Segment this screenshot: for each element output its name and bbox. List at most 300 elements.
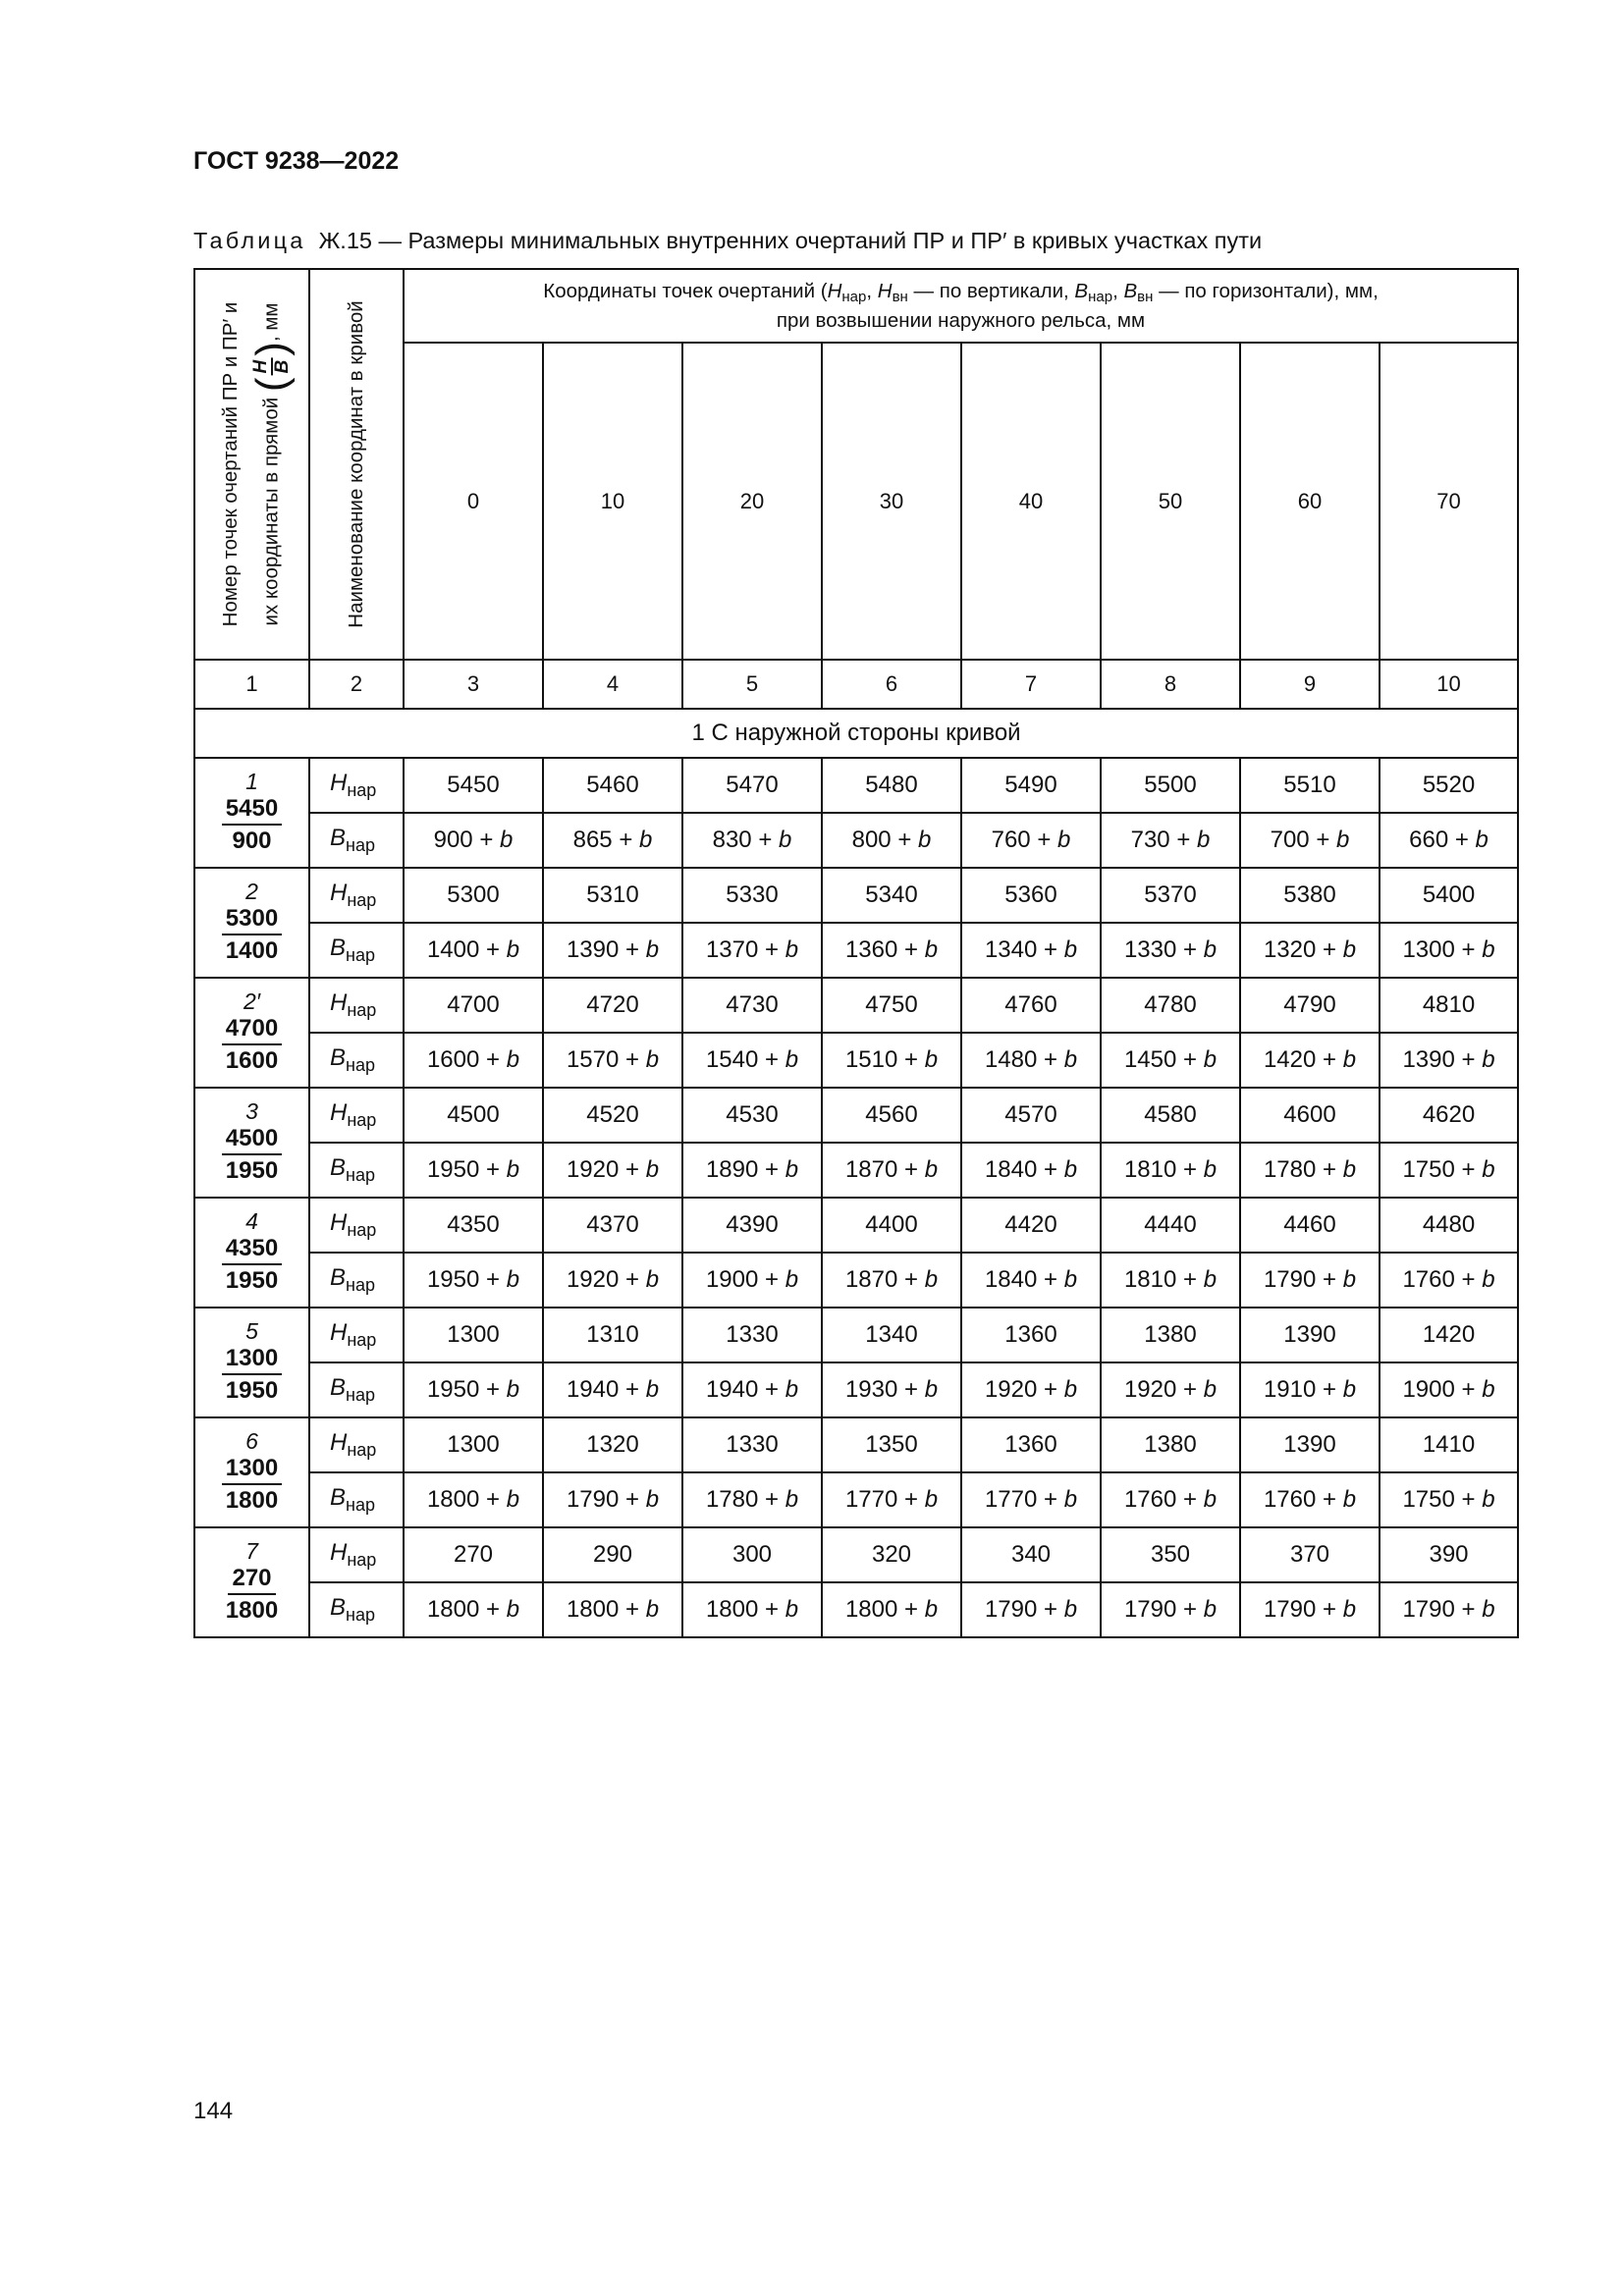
b-value: 1790 + b — [543, 1472, 682, 1527]
point-cell — [194, 1527, 309, 1637]
b-number: 1330 — [1123, 936, 1177, 963]
h-value: 1300 — [404, 1417, 543, 1472]
b-value: 1400 + b — [404, 923, 543, 978]
b-number: 1940 — [566, 1376, 620, 1403]
column-number: 8 — [1101, 660, 1240, 709]
h-value: 5480 — [822, 758, 961, 813]
h-value: 390 — [1380, 1527, 1518, 1582]
b-number: 1800 — [705, 1596, 759, 1623]
h-value: 270 — [404, 1527, 543, 1582]
table-row — [194, 868, 1518, 923]
b-symbol: b — [645, 1266, 660, 1293]
b-value: 1800 + b — [822, 1582, 961, 1637]
coordinate-symbol: H — [330, 1319, 348, 1346]
header-point-line2 — [246, 302, 296, 627]
coordinate-symbol: B — [330, 1594, 347, 1621]
b-value: 1910 + b — [1240, 1362, 1380, 1417]
document-id: ГОСТ 9238—2022 — [193, 147, 400, 175]
b-symbol: b — [1342, 1046, 1357, 1073]
h-value: 4600 — [1240, 1088, 1380, 1143]
b-symbol: b — [1203, 936, 1218, 963]
b-number: 1760 — [1402, 1266, 1455, 1293]
table-row — [194, 1143, 1518, 1198]
caption-text: Ж.15 — Размеры минимальных внутренних очертаний ПР и ПР′ в кривых участках пути — [318, 228, 1263, 253]
b-value: 1900 + b — [682, 1253, 822, 1308]
coordinate-symbol: B — [330, 1264, 347, 1291]
point-name: 7 — [245, 1538, 258, 1564]
b-number: 1340 — [984, 936, 1038, 963]
elevation-header: 70 — [1380, 343, 1518, 660]
coordinate-label — [309, 1417, 404, 1472]
column-number: 3 — [404, 660, 543, 709]
header-point-line1: Номер точек очертаний ПР и ПР′ и — [218, 301, 242, 627]
b-symbol: b — [924, 1266, 939, 1293]
h-value: 300 — [682, 1527, 822, 1582]
b-symbol: b — [645, 936, 660, 963]
column-number: 1 — [194, 660, 309, 709]
b-symbol: b — [1342, 936, 1357, 963]
b-number: 1840 — [984, 1266, 1038, 1293]
column-number: 6 — [822, 660, 961, 709]
column-number: 10 — [1380, 660, 1518, 709]
column-number: 7 — [961, 660, 1101, 709]
b-number: 1870 — [844, 1266, 898, 1293]
coordinate-symbol: B — [330, 934, 347, 961]
b-value: 1900 + b — [1380, 1362, 1518, 1417]
b-number: 1900 — [1402, 1376, 1455, 1403]
b-number: 1790 — [1263, 1596, 1317, 1623]
b-symbol: b — [1063, 1376, 1078, 1403]
point-b: 900 — [232, 828, 272, 854]
point-cell — [194, 1198, 309, 1308]
coordinate-subscript: нар — [347, 1220, 377, 1240]
b-number: 1390 — [1402, 1046, 1455, 1073]
b-symbol: b — [1203, 1596, 1218, 1623]
h-value: 350 — [1101, 1527, 1240, 1582]
b-symbol: b — [1063, 1596, 1078, 1623]
elevation-header: 60 — [1240, 343, 1380, 660]
elevation-header: 50 — [1101, 343, 1240, 660]
b-number: 1750 — [1402, 1486, 1455, 1513]
h-value: 4500 — [404, 1088, 543, 1143]
header-frac-den: B — [271, 359, 293, 374]
point-cell — [194, 868, 309, 978]
coordinate-symbol: H — [330, 989, 348, 1016]
b-number: 1950 — [426, 1376, 480, 1403]
b-value: 1300 + b — [1380, 923, 1518, 978]
b-symbol: b — [1482, 1486, 1495, 1513]
b-symbol: b — [1203, 1046, 1218, 1073]
b-symbol: b — [924, 1046, 939, 1073]
column-number: 2 — [309, 660, 404, 709]
b-symbol: b — [924, 936, 939, 963]
coordinate-subscript: нар — [347, 1000, 377, 1020]
coordinate-subscript: нар — [347, 1550, 377, 1570]
b-symbol: b — [645, 1046, 660, 1073]
table-row — [194, 1582, 1518, 1637]
h-value: 4480 — [1380, 1198, 1518, 1253]
h-value: 1410 — [1380, 1417, 1518, 1472]
b-value: 1790 + b — [1240, 1582, 1380, 1637]
h-value: 340 — [961, 1527, 1101, 1582]
b-number: 1810 — [1123, 1266, 1177, 1293]
b-value: 1870 + b — [822, 1143, 961, 1198]
b-number: 1510 — [844, 1046, 898, 1073]
header-coordinate-name-text: Наименование координат в кривой — [345, 300, 367, 628]
b-number: 900 — [433, 827, 473, 853]
b-value: 1920 + b — [543, 1143, 682, 1198]
h-value: 5500 — [1101, 758, 1240, 813]
b-number: 1480 — [984, 1046, 1038, 1073]
b-number: 1910 — [1263, 1376, 1317, 1403]
coordinate-symbol: B — [330, 1154, 347, 1181]
table-row — [194, 1033, 1518, 1088]
h-value: 5370 — [1101, 868, 1240, 923]
point-cell — [194, 1088, 309, 1198]
h-value: 5330 — [682, 868, 822, 923]
table-caption — [193, 228, 1262, 254]
b-value: 1750 + b — [1380, 1143, 1518, 1198]
point-name: 2 — [245, 879, 258, 904]
h-value: 4580 — [1101, 1088, 1240, 1143]
b-symbol: b — [924, 1376, 939, 1403]
b-symbol: b — [1482, 1596, 1495, 1623]
h-value: 5490 — [961, 758, 1101, 813]
coordinate-label — [309, 813, 404, 868]
b-symbol: b — [1203, 1266, 1218, 1293]
b-value: 1750 + b — [1380, 1472, 1518, 1527]
b-value: 900 + b — [404, 813, 543, 868]
b-value: 1370 + b — [682, 923, 822, 978]
table-row — [194, 923, 1518, 978]
elevation-header: 30 — [822, 343, 961, 660]
coordinate-symbol: H — [330, 1539, 348, 1566]
b-value: 1840 + b — [961, 1143, 1101, 1198]
b-value: 800 + b — [822, 813, 961, 868]
column-number: 5 — [682, 660, 822, 709]
coordinate-label — [309, 1472, 404, 1527]
b-number: 865 — [572, 827, 613, 853]
point-name: 3 — [245, 1098, 258, 1124]
point-h: 4350 — [222, 1234, 282, 1265]
coordinate-subscript: нар — [347, 1440, 377, 1460]
b-number: 1790 — [1123, 1596, 1177, 1623]
b-symbol: b — [506, 1376, 520, 1403]
h-value: 5520 — [1380, 758, 1518, 813]
b-symbol: b — [785, 1596, 799, 1623]
coordinate-subscript: нар — [347, 1330, 377, 1350]
b-symbol: b — [785, 1266, 799, 1293]
h-value: 5510 — [1240, 758, 1380, 813]
h-value: 4780 — [1101, 978, 1240, 1033]
h-value: 4750 — [822, 978, 961, 1033]
h-value: 5460 — [543, 758, 682, 813]
point-cell — [194, 758, 309, 868]
b-value: 1770 + b — [822, 1472, 961, 1527]
point-coords-fraction — [222, 1454, 282, 1517]
h-value: 5300 — [404, 868, 543, 923]
b-value: 1330 + b — [1101, 923, 1240, 978]
column-number: 4 — [543, 660, 682, 709]
b-value: 1420 + b — [1240, 1033, 1380, 1088]
b-value: 1810 + b — [1101, 1143, 1240, 1198]
b-symbol: b — [506, 1046, 520, 1073]
h-value: 4400 — [822, 1198, 961, 1253]
b-number: 1790 — [984, 1596, 1038, 1623]
b-number: 830 — [712, 827, 752, 853]
b-number: 1920 — [566, 1156, 620, 1183]
coordinate-symbol: B — [330, 1374, 347, 1401]
point-coords-fraction — [226, 1564, 278, 1627]
b-symbol: b — [924, 1596, 939, 1623]
table-row — [194, 1088, 1518, 1143]
b-number: 700 — [1270, 827, 1310, 853]
b-value: 1540 + b — [682, 1033, 822, 1088]
b-symbol: b — [785, 1376, 799, 1403]
h-value: 1380 — [1101, 1417, 1240, 1472]
b-value: 1950 + b — [404, 1362, 543, 1417]
b-number: 1870 — [844, 1156, 898, 1183]
header-group-line2: при возвышении наружного рельса, мм — [776, 308, 1146, 332]
coordinate-subscript: нар — [347, 780, 377, 800]
b-number: 1800 — [566, 1596, 620, 1623]
b-number: 1920 — [1123, 1376, 1177, 1403]
h-value: 4570 — [961, 1088, 1101, 1143]
b-symbol: b — [1063, 1046, 1078, 1073]
point-b: 1800 — [225, 1487, 279, 1514]
header-frac-num: H — [249, 359, 271, 374]
b-symbol: b — [506, 1156, 520, 1183]
b-value: 1570 + b — [543, 1033, 682, 1088]
b-number: 1950 — [426, 1156, 480, 1183]
coordinate-label — [309, 1143, 404, 1198]
coordinate-label — [309, 868, 404, 923]
h-value: 4520 — [543, 1088, 682, 1143]
h-value: 4420 — [961, 1198, 1101, 1253]
coordinate-label — [309, 978, 404, 1033]
b-value: 1390 + b — [1380, 1033, 1518, 1088]
point-name: 2′ — [243, 988, 261, 1014]
h-value: 4560 — [822, 1088, 961, 1143]
b-number: 1920 — [984, 1376, 1038, 1403]
table-row — [194, 1417, 1518, 1472]
b-number: 1800 — [426, 1486, 480, 1513]
header-point-line2-text: их координаты в прямой — [258, 397, 282, 626]
coordinate-subscript: нар — [347, 890, 377, 910]
coordinate-label — [309, 1198, 404, 1253]
b-number: 1400 — [426, 936, 480, 963]
b-symbol: b — [1475, 827, 1489, 853]
coordinate-label — [309, 1582, 404, 1637]
b-symbol: b — [1342, 1486, 1357, 1513]
b-value: 1950 + b — [404, 1253, 543, 1308]
b-value: 865 + b — [543, 813, 682, 868]
header-coordinate-name — [309, 269, 404, 660]
b-value: 1790 + b — [1240, 1253, 1380, 1308]
b-value: 760 + b — [961, 813, 1101, 868]
b-number: 1420 — [1263, 1046, 1317, 1073]
b-symbol: b — [639, 827, 653, 853]
b-symbol: b — [1342, 1156, 1357, 1183]
b-value: 660 + b — [1380, 813, 1518, 868]
b-number: 1790 — [566, 1486, 620, 1513]
dimensions-table — [193, 268, 1519, 1638]
b-number: 1390 — [566, 936, 620, 963]
h-value: 4700 — [404, 978, 543, 1033]
coordinate-subscript: нар — [346, 1275, 375, 1295]
b-value: 1950 + b — [404, 1143, 543, 1198]
h-value: 4460 — [1240, 1198, 1380, 1253]
b-number: 800 — [851, 827, 892, 853]
coordinate-label — [309, 1308, 404, 1362]
b-value: 1870 + b — [822, 1253, 961, 1308]
coordinate-symbol: H — [330, 1429, 348, 1456]
b-value: 1810 + b — [1101, 1253, 1240, 1308]
b-value: 1480 + b — [961, 1033, 1101, 1088]
b-number: 1760 — [1123, 1486, 1177, 1513]
point-h: 5450 — [222, 794, 282, 826]
point-b: 1950 — [225, 1267, 279, 1294]
b-symbol: b — [785, 936, 799, 963]
coordinate-label — [309, 1088, 404, 1143]
b-symbol: b — [918, 827, 932, 853]
point-h: 1300 — [222, 1454, 282, 1485]
b-value: 730 + b — [1101, 813, 1240, 868]
coordinate-subscript: нар — [347, 1110, 377, 1130]
table-row — [194, 978, 1518, 1033]
h-value: 5360 — [961, 868, 1101, 923]
b-symbol: b — [645, 1156, 660, 1183]
caption-word: Таблица — [193, 228, 306, 253]
b-symbol: b — [1482, 1046, 1495, 1073]
b-value: 1780 + b — [682, 1472, 822, 1527]
coordinate-symbol: H — [330, 770, 348, 796]
b-symbol: b — [1482, 1156, 1495, 1183]
coordinate-subscript: нар — [346, 1055, 375, 1075]
b-number: 1800 — [844, 1596, 898, 1623]
b-number: 1950 — [426, 1266, 480, 1293]
h-value: 1390 — [1240, 1308, 1380, 1362]
b-number: 1840 — [984, 1156, 1038, 1183]
b-number: 660 — [1409, 827, 1449, 853]
coordinate-label — [309, 1527, 404, 1582]
coordinate-subscript: нар — [346, 945, 375, 965]
coordinate-symbol: B — [330, 1044, 347, 1071]
coordinate-subscript: нар — [346, 1385, 375, 1405]
b-symbol: b — [924, 1156, 939, 1183]
b-value: 1770 + b — [961, 1472, 1101, 1527]
b-symbol: b — [1063, 936, 1078, 963]
coordinate-symbol: H — [330, 1099, 348, 1126]
header-point-unit: , мм — [258, 302, 282, 343]
b-value: 1890 + b — [682, 1143, 822, 1198]
h-value: 1330 — [682, 1417, 822, 1472]
h-value: 4440 — [1101, 1198, 1240, 1253]
h-value: 4390 — [682, 1198, 822, 1253]
b-value: 1760 + b — [1101, 1472, 1240, 1527]
b-symbol: b — [1342, 1266, 1357, 1293]
b-symbol: b — [924, 1486, 939, 1513]
b-number: 1300 — [1402, 936, 1455, 963]
point-cell — [194, 1417, 309, 1527]
b-value: 1800 + b — [682, 1582, 822, 1637]
coordinate-subscript: нар — [346, 835, 375, 855]
h-value: 1390 — [1240, 1417, 1380, 1472]
b-value: 1790 + b — [1380, 1582, 1518, 1637]
h-value: 5450 — [404, 758, 543, 813]
point-name: 5 — [245, 1318, 258, 1344]
b-number: 1360 — [844, 936, 898, 963]
b-number: 1780 — [1263, 1156, 1317, 1183]
b-symbol: b — [1203, 1156, 1218, 1183]
point-b: 1400 — [225, 937, 279, 964]
b-number: 1760 — [1263, 1486, 1317, 1513]
coordinate-label — [309, 923, 404, 978]
b-symbol: b — [1063, 1486, 1078, 1513]
coordinate-label — [309, 1033, 404, 1088]
h-value: 5400 — [1380, 868, 1518, 923]
point-coords-fraction — [222, 904, 282, 967]
b-number: 1920 — [566, 1266, 620, 1293]
h-value: 1420 — [1380, 1308, 1518, 1362]
table-row — [194, 1198, 1518, 1253]
b-symbol: b — [779, 827, 792, 853]
b-symbol: b — [1336, 827, 1350, 853]
elevation-header: 10 — [543, 343, 682, 660]
h-value: 1310 — [543, 1308, 682, 1362]
coordinate-label — [309, 1362, 404, 1417]
b-symbol: b — [1342, 1376, 1357, 1403]
b-value: 1320 + b — [1240, 923, 1380, 978]
point-coords-fraction — [222, 1234, 282, 1297]
b-number: 1780 — [705, 1486, 759, 1513]
h-value: 290 — [543, 1527, 682, 1582]
b-value: 1940 + b — [543, 1362, 682, 1417]
h-value: 4810 — [1380, 978, 1518, 1033]
h-value: 1350 — [822, 1417, 961, 1472]
point-b: 1950 — [225, 1377, 279, 1404]
b-number: 1450 — [1123, 1046, 1177, 1073]
b-number: 1930 — [844, 1376, 898, 1403]
b-value: 1450 + b — [1101, 1033, 1240, 1088]
table-row — [194, 1362, 1518, 1417]
b-value: 1780 + b — [1240, 1143, 1380, 1198]
point-h: 5300 — [222, 904, 282, 935]
b-symbol: b — [506, 1596, 520, 1623]
b-number: 1790 — [1263, 1266, 1317, 1293]
b-number: 1540 — [705, 1046, 759, 1073]
b-number: 1770 — [844, 1486, 898, 1513]
b-symbol: b — [645, 1596, 660, 1623]
table-row — [194, 1527, 1518, 1582]
b-symbol: b — [1482, 936, 1495, 963]
b-symbol: b — [645, 1376, 660, 1403]
h-value: 4350 — [404, 1198, 543, 1253]
b-symbol: b — [1203, 1376, 1218, 1403]
b-number: 730 — [1130, 827, 1170, 853]
coordinate-label — [309, 1253, 404, 1308]
h-value: 1340 — [822, 1308, 961, 1362]
elevation-header: 0 — [404, 343, 543, 660]
point-coords-fraction — [222, 1124, 282, 1187]
point-h: 4700 — [222, 1014, 282, 1045]
h-value: 320 — [822, 1527, 961, 1582]
b-value: 1760 + b — [1240, 1472, 1380, 1527]
h-value: 1320 — [543, 1417, 682, 1472]
table-row — [194, 1253, 1518, 1308]
b-symbol: b — [500, 827, 514, 853]
b-value: 1800 + b — [543, 1582, 682, 1637]
